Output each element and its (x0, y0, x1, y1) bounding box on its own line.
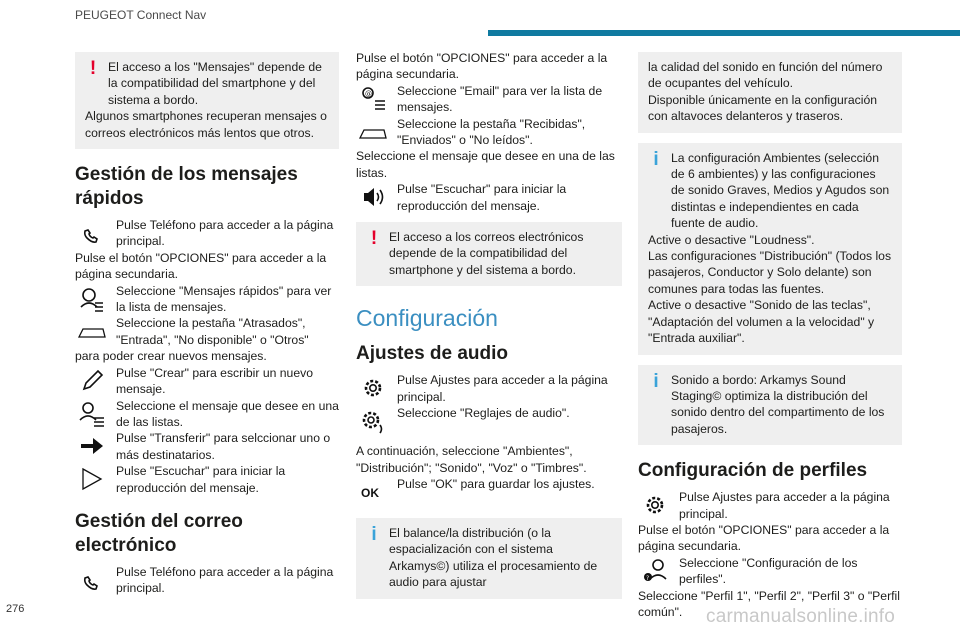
forward-arrow-icon (75, 430, 109, 462)
play-icon (75, 463, 109, 495)
step-select: Seleccione el mensaje que desee en una de las listas. (75, 398, 339, 431)
warning-icon: ! (370, 228, 378, 250)
step-listen: Pulse "Escuchar" para iniciar la reproducción del mensaje. (75, 463, 339, 496)
step-listen-email: Pulse "Escuchar" para iniciar la reproducción del mensaje. (356, 181, 622, 214)
pencil-icon (75, 365, 109, 397)
svg-text:@: @ (365, 89, 372, 98)
phone-icon (75, 564, 109, 596)
profile-icon (638, 555, 672, 587)
info-icon: i (371, 523, 377, 545)
section-heading-email: Gestión del correo electrónico (75, 510, 243, 556)
gear-icon (356, 372, 390, 404)
note-text: la calidad del sonido en función del número de ocupantes del vehículo. (648, 60, 883, 91)
step-create: Pulse "Crear" para escribir un nuevo mensaje. (75, 365, 339, 398)
audio-settings-icon (356, 405, 390, 437)
phone-icon (75, 217, 109, 249)
info-icon: i (653, 148, 659, 170)
step-settings-profiles: Pulse Ajustes para acceder a la página principal. (638, 489, 902, 522)
header-accent-bar (488, 30, 960, 36)
header-title: PEUGEOT Connect Nav (75, 8, 207, 22)
note-text: El acceso a los correos electrónicos depende de la compatibilidad del smartphone y del sistema a bordo. (389, 230, 584, 277)
speaker-icon (356, 181, 390, 213)
body-text: Pulse el botón "OPCIONES" para acceder a la página secundaria. (356, 51, 608, 82)
step-profile-config: ? Seleccione "Configuración de los perfiles". (638, 555, 902, 588)
column-left (75, 50, 339, 597)
contact-list-icon (75, 398, 109, 430)
info-note-continued (638, 52, 902, 133)
warning-note (75, 52, 339, 149)
email-list-icon (356, 83, 390, 115)
info-note (638, 365, 902, 446)
warning-icon: ! (89, 58, 97, 79)
column-middle (356, 50, 622, 609)
body-text: Seleccione "Perfil 1", "Perfil 2", "Perfil 3" o "Perfil común". (638, 588, 900, 619)
ok-label: OK (361, 485, 379, 500)
chapter-heading-configuration: Configuración (356, 305, 498, 332)
note-text: Las configuraciones "Distribución" (Todos los pasajeros, Conductor y Solo delante) son comunes para todas las fuentes. (648, 249, 892, 296)
body-text: Pulse el botón "OPCIONES" para acceder a la página secundaria. (638, 522, 890, 554)
step-email: @ Seleccione "Email" para ver la lista de mensajes. (356, 83, 622, 116)
tab-icon (356, 116, 390, 148)
note-text: Active o desactive "Sonido de las teclas", "Adaptación del volumen a la velocidad" y "Entrada auxiliar". (648, 298, 875, 346)
info-note (638, 143, 902, 355)
section-heading-profiles: Configuración de perfiles (638, 460, 868, 482)
note-text: El acceso a los "Mensajes" depende de la compatibilidad del smartphone y del sistema a bordo. (108, 60, 322, 107)
step-settings: Pulse Ajustes para acceder a la página principal. (356, 372, 622, 405)
step-quick-messages: Seleccione "Mensajes rápidos" para ver la lista de mensajes. (75, 283, 339, 316)
watermark: carmanualsonline.info (706, 606, 896, 627)
note-text: Sonido a bordo: Arkamys Sound Staging© optimiza la distribución del sonido dentro del compartimento de los pasajeros. (671, 372, 885, 436)
note-text: El balance/la distribución (o la espacialización con el sistema Arkamys©) utiliza el procesamiento de audio para ajustar (389, 525, 598, 590)
body-text: A continuación, seleccione "Ambientes", "Distribución"; "Sonido", "Voz" o "Timbres". (356, 444, 587, 475)
section-heading-audio: Ajustes de audio (356, 343, 509, 365)
svg-text:?: ? (646, 574, 650, 582)
section-heading-quick-messages: Gestión de los mensajes rápidos (75, 164, 298, 210)
warning-note (356, 222, 622, 286)
step-tab: Seleccione la pestaña "Atrasados", "Entrada", "No disponible" o "Otros" (75, 315, 339, 348)
body-text: Pulse el botón "OPCIONES" para acceder a la página secundaria. (75, 250, 327, 282)
step-transfer: Pulse "Transferir" para selccionar uno o más destinatarios. (75, 430, 339, 463)
step-email-tab: Seleccione la pestaña "Recibidas", "Enviados" o "No leídos". (356, 116, 622, 149)
gear-icon (638, 489, 672, 521)
body-text: para poder crear nuevos mensajes. (75, 349, 267, 364)
column-right (638, 50, 902, 620)
quick-message-icon (75, 283, 109, 315)
info-icon: i (653, 370, 659, 392)
body-text: Seleccione el mensaje que desee en una de las listas. (356, 149, 615, 180)
step-ok: OK Pulse "OK" para guardar los ajustes. (356, 476, 622, 508)
page-number: 276 (6, 603, 25, 615)
step-phone-email: Pulse Teléfono para acceder a la página principal. (75, 564, 339, 597)
note-text: La configuración Ambientes (selección de 6 ambientes) y las configuraciones de sonido Graves, Medios y Agudos son distintas e independientes en cada fuente de audio. (671, 150, 890, 231)
note-text: Algunos smartphones recuperan mensajes o correos electrónicos más lentos que otros. (85, 109, 327, 140)
note-text: Active o desactive "Loudness". (648, 232, 815, 247)
step-phone: Pulse Teléfono para acceder a la página principal. (75, 217, 339, 250)
ok-icon (356, 476, 390, 508)
info-note (356, 518, 622, 599)
step-audio-settings: Seleccione "Reglajes de audio". (356, 405, 622, 437)
note-text: Disponible únicamente en la configuración con altavoces delanteros y traseros. (648, 92, 877, 124)
tab-icon (75, 315, 109, 347)
